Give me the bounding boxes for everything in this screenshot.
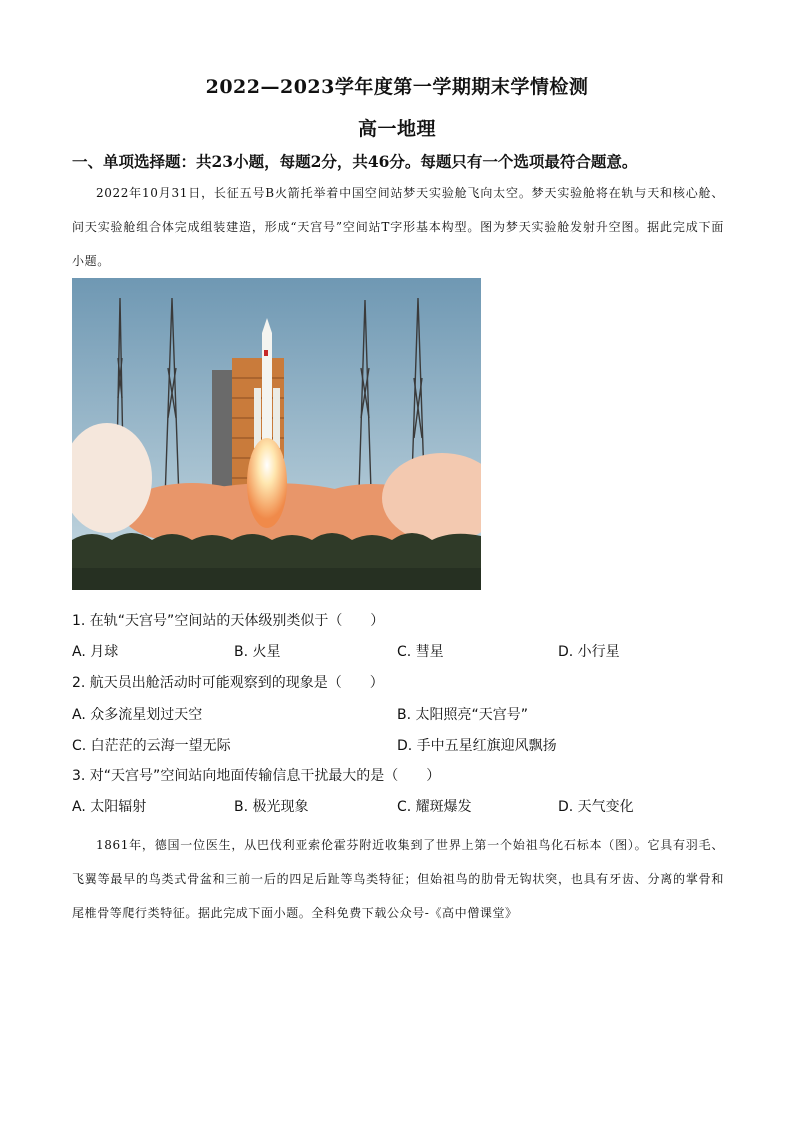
question-2-option-c[interactable]: C. 白茫茫的云海一望无际 — [72, 738, 231, 754]
rocket-launch-photo — [72, 278, 481, 590]
passage-archaeopteryx: 1861年，德国一位医生，从巴伐利亚索伦霍芬附近收集到了世界上第一个始祖鸟化石标本（图）。它具有羽毛、飞翼等最早的鸟类式骨盆和三前一后的四足后趾等鸟类特征；但始祖鸟的肋骨无钩状突，也具有牙齿、分离的掌骨和尾椎骨等爬行类特征。据此完成下面小题。全科免费下载公众号-《高中僧课堂》 — [72, 838, 724, 920]
passage-rocket: 2022年10月31日，长征五号B火箭托举着中国空间站梦天实验舱飞向太空。梦天实验舱将在轨与天和核心舱、问天实验舱组合体完成组装建造，形成“天宫号”空间站T字形基本构型。图为梦天实验舱发射升空图。据此完成下面小题。 — [72, 186, 724, 268]
question-3-stem: 3. 对“天宫号”空间站向地面传输信息干扰最大的是（ ） — [72, 768, 441, 784]
question-3-option-a[interactable]: A. 太阳辐射 — [72, 799, 147, 815]
question-1-option-c[interactable]: C. 彗星 — [397, 644, 444, 660]
rocket-launch-illustration — [72, 278, 481, 590]
question-3-option-d[interactable]: D. 天气变化 — [558, 799, 634, 815]
question-2-stem: 2. 航天员出舱活动时可能观察到的现象是（ ） — [72, 675, 384, 691]
question-1-stem: 1. 在轨“天宫号”空间站的天体级别类似于（ ） — [72, 613, 385, 629]
question-1-option-d[interactable]: D. 小行星 — [558, 644, 620, 660]
question-1-option-b[interactable]: B. 火星 — [234, 644, 281, 660]
question-2-option-a[interactable]: A. 众多流星划过天空 — [72, 707, 203, 723]
question-2-option-b[interactable]: B. 太阳照亮“天宫号” — [397, 707, 529, 723]
question-2-option-d[interactable]: D. 手中五星红旗迎风飘扬 — [397, 738, 557, 754]
question-1-option-a[interactable]: A. 月球 — [72, 644, 119, 660]
exam-title: 2022—2023学年度第一学期期末学情检测 — [205, 76, 589, 98]
section-heading: 一、单项选择题：共23小题，每题2分，共46分。每题只有一个选项最符合题意。 — [72, 152, 638, 171]
exam-subject: 高一地理 — [357, 118, 436, 140]
question-3-option-b[interactable]: B. 极光现象 — [234, 799, 309, 815]
question-3-option-c[interactable]: C. 耀斑爆发 — [397, 799, 472, 815]
